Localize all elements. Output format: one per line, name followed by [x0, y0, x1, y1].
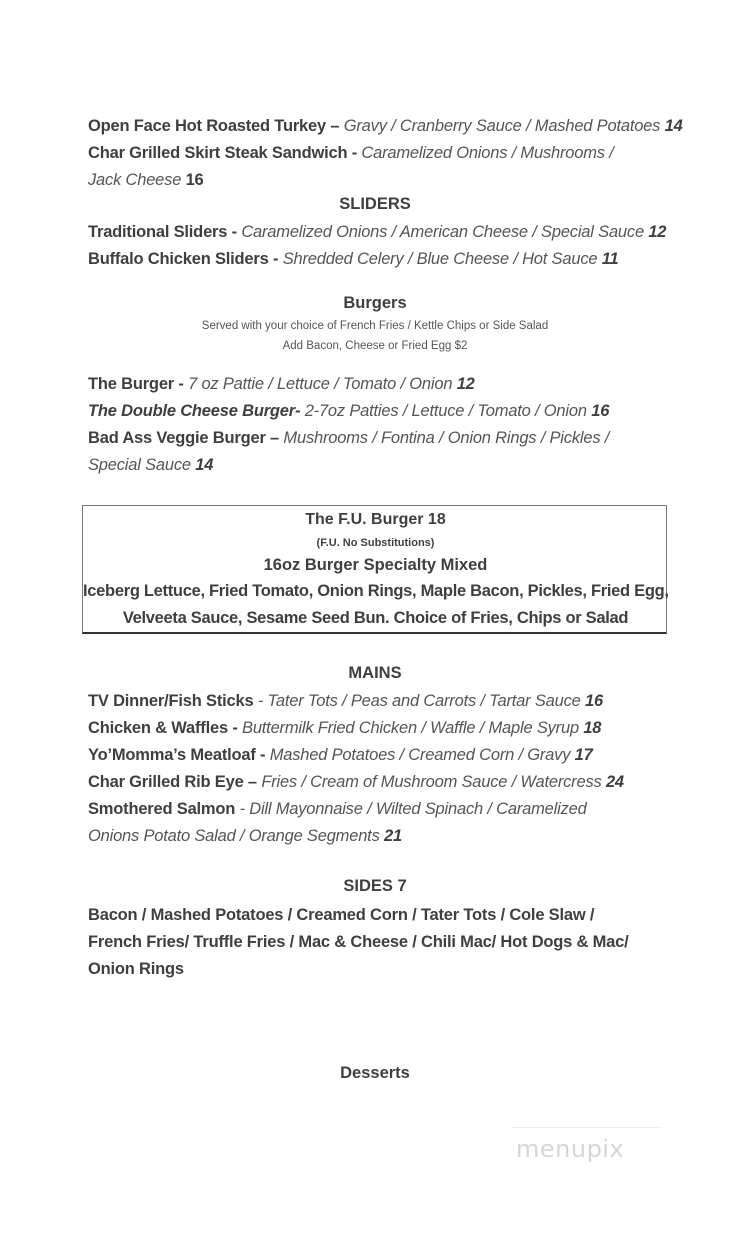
item-desc: Gravy / Cranberry Sauce / Mashed Potatoes: [343, 117, 661, 135]
item-desc: Shredded Celery / Blue Cheese / Hot Sauce: [282, 250, 598, 268]
item-desc: Caramelized Onions / American Cheese / Special Sauce: [241, 223, 644, 241]
sides-heading: SIDES 7: [343, 877, 407, 895]
item-name: Buffalo Chicken Sliders -: [88, 250, 279, 268]
item-price: 14: [195, 456, 214, 474]
item-price: 24: [605, 773, 624, 791]
menu-item-chicken-waffles: [88, 715, 668, 742]
menu-item-veggie-burger: [88, 425, 648, 479]
menu-item-fish-sticks: [88, 688, 668, 715]
menu-item-meatloaf: [88, 742, 668, 769]
item-price: 21: [384, 827, 402, 845]
special-subtitle: 16oz Burger Specialty Mixed: [263, 556, 488, 574]
item-price: 16: [185, 171, 204, 189]
desserts-heading: Desserts: [340, 1064, 410, 1082]
burgers-heading: Burgers: [343, 294, 407, 312]
item-price: 16: [591, 402, 610, 420]
item-price: 12: [648, 223, 667, 241]
item-desc: - Tater Tots / Peas and Carrots / Tartar Sauce: [257, 692, 581, 710]
item-name: TV Dinner/Fish Sticks: [88, 692, 254, 710]
menu-item-double-cheese-burger: [88, 398, 668, 425]
item-price: 17: [574, 746, 593, 764]
menu-item-turkey: [88, 113, 683, 140]
menu-item-traditional-sliders: [88, 219, 668, 246]
item-price: 18: [583, 719, 602, 737]
item-name: Traditional Sliders -: [88, 223, 237, 241]
item-price: 14: [664, 117, 683, 135]
item-desc: Caramelized Onions / Mushrooms / Jack Cheese: [88, 144, 614, 189]
special-title: The F.U. Burger 18: [305, 511, 446, 528]
menupix-watermark: menupix: [516, 1135, 625, 1163]
item-name: The Burger -: [88, 375, 184, 393]
item-name: Smothered Salmon: [88, 800, 236, 818]
item-desc: Mushrooms / Fontina / Onion Rings / Pickles / Special Sauce: [88, 429, 610, 474]
special-desc-line2: Velveeta Sauce, Sesame Seed Bun. Choice of Fries, Chips or Salad: [122, 609, 629, 627]
item-desc: Mashed Potatoes / Creamed Corn / Gravy: [269, 746, 571, 764]
special-desc-line1: Iceberg Lettuce, Fried Tomato, Onion Rings, Maple Bacon, Pickles, Fried Egg,: [83, 582, 669, 600]
sides-list: Bacon / Mashed Potatoes / Creamed Corn / Tater Tots / Cole Slaw / French Fries/ Truffle Fries / Mac & Cheese / Chili Mac/ Hot Dogs & Mac/ Onion Rings: [88, 906, 629, 978]
sliders-heading: SLIDERS: [339, 195, 411, 213]
fu-burger-special-box: [82, 505, 667, 634]
menu-item-rib-eye: [88, 769, 668, 796]
item-name: Char Grilled Rib Eye –: [88, 773, 257, 791]
item-price: 12: [456, 375, 475, 393]
item-name: The Double Cheese Burger-: [88, 402, 301, 420]
item-name: Char Grilled Skirt Steak Sandwich -: [88, 144, 357, 162]
menu-item-skirt-steak: [88, 140, 628, 194]
item-name: Chicken & Waffles -: [88, 719, 238, 737]
item-name: Bad Ass Veggie Burger –: [88, 429, 280, 447]
burgers-sides-note: Served with your choice of French Fries / Kettle Chips or Side Salad: [201, 320, 549, 332]
mains-heading: MAINS: [348, 664, 402, 682]
item-price: 16: [585, 692, 603, 710]
item-name: Open Face Hot Roasted Turkey –: [88, 117, 340, 135]
item-name: Yo’Momma’s Meatloaf -: [88, 746, 266, 764]
item-desc: 2-7oz Patties / Lettuce / Tomato / Onion: [304, 402, 587, 420]
item-price: 11: [601, 250, 619, 268]
item-desc: 7 oz Pattie / Lettuce / Tomato / Onion: [188, 375, 453, 393]
menu-item-salmon: [88, 796, 633, 850]
special-note: (F.U. No Substitutions): [316, 537, 435, 549]
menu-item-buffalo-sliders: [88, 246, 668, 273]
menu-item-the-burger: [88, 371, 668, 398]
item-desc: Buttermilk Fried Chicken / Waffle / Maple Syrup: [242, 719, 579, 737]
burgers-addons-note: Add Bacon, Cheese or Fried Egg $2: [282, 340, 468, 352]
item-desc: - Dill Mayonnaise / Wilted Spinach / Caramelized Onions Potato Salad / Orange Segments: [88, 800, 587, 845]
item-desc: Fries / Cream of Mushroom Sauce / Watercress: [261, 773, 602, 791]
watermark-rule: [512, 1127, 662, 1128]
